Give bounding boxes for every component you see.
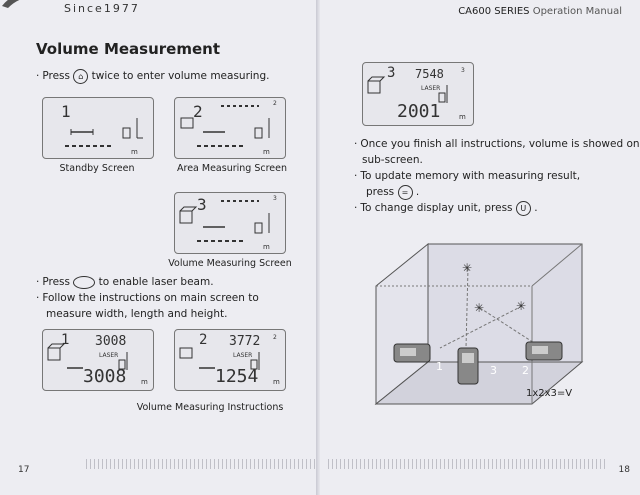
lcd-volume-super: 3	[273, 195, 277, 202]
device-3-icon	[458, 348, 478, 384]
lcd-instruction-2-laser: LASER	[233, 352, 253, 359]
laser-point-right-icon: ✳	[516, 299, 527, 313]
lcd-result-screen	[362, 62, 474, 126]
page-number-left: 17	[18, 465, 30, 475]
lcd-instruction-1-main: 3008	[95, 334, 127, 349]
bullet-change-unit: · To change display unit, press U .	[354, 202, 538, 214]
lcd-result-unit: m	[459, 113, 466, 121]
lcd-area-super: 2	[273, 100, 277, 107]
page-ruler-right	[328, 459, 606, 469]
step-follow-line1: · Follow the instructions on main screen to	[36, 292, 259, 304]
page-title: Volume Measurement	[36, 40, 220, 58]
lcd-standby-unit: m	[131, 148, 138, 156]
bullet-volume-shown-cont: sub-screen.	[362, 154, 423, 166]
diagram-label-1: 1	[436, 360, 443, 373]
lcd-result-main: 7548	[415, 67, 444, 81]
lcd-instruction-1-digit: 1	[61, 332, 70, 348]
lcd-standby-digit: 1	[61, 102, 71, 121]
measure-button-icon: ⌂	[73, 69, 88, 84]
lcd-volume-unit: m	[263, 243, 270, 251]
caption-instructions: Volume Measuring Instructions	[136, 402, 284, 413]
lcd-volume-screen	[174, 192, 286, 254]
left-page	[0, 0, 318, 495]
lcd-standby-screen	[42, 97, 154, 159]
lcd-result-super: 3	[461, 67, 465, 74]
diagram-label-2: 2	[522, 364, 529, 377]
step-follow-line2: measure width, length and height.	[46, 308, 228, 320]
laser-button-icon	[73, 276, 95, 289]
series-header: CA600 SERIES Operation Manual	[458, 6, 622, 17]
lcd-result-sub: 2001	[397, 101, 441, 122]
page-number-right: 18	[618, 465, 630, 475]
bullet-update-memory: · To update memory with measuring result,	[354, 170, 581, 182]
lcd-instruction-2-digit: 2	[199, 332, 208, 348]
lcd-instruction-2	[174, 329, 286, 391]
lcd-instruction-2-main: 3772	[229, 334, 261, 349]
lcd-instruction-2-sub: 1254	[215, 366, 259, 387]
caption-volume: Volume Measuring Screen	[168, 258, 292, 269]
laser-point-top-icon: ✳	[462, 261, 473, 275]
device-1-icon	[394, 344, 430, 362]
lcd-area-screen	[174, 97, 286, 159]
lcd-instruction-1	[42, 329, 154, 391]
diagram-label-3: 3	[490, 364, 497, 377]
lcd-instruction-2-super: 2	[273, 334, 277, 341]
lcd-instruction-2-unit: m	[273, 378, 280, 386]
volume-formula: 1x2x3=V	[526, 388, 573, 399]
caption-standby: Standby Screen	[59, 163, 135, 174]
caption-area: Area Measuring Screen	[177, 163, 287, 174]
step-press-twice: · Press ⌂ twice to enter volume measuring.	[36, 70, 270, 82]
room-measurement-diagram	[372, 236, 622, 416]
lcd-result-digit: 3	[387, 65, 396, 81]
brand-logo-icon	[0, 0, 40, 12]
right-page	[320, 0, 640, 495]
lcd-volume-digit: 3	[197, 195, 207, 214]
page-ruler-left	[86, 459, 318, 469]
laser-point-wall-icon: ✳	[474, 301, 485, 315]
bullet-volume-shown: · Once you finish all instructions, volume is showed on	[354, 138, 640, 150]
equal-button-icon: =	[398, 185, 413, 200]
lcd-area-unit: m	[263, 148, 270, 156]
bullet-update-memory-cont: press = .	[366, 186, 420, 198]
lcd-area-digit: 2	[193, 102, 203, 121]
brand-text: Since1977	[64, 2, 140, 15]
unit-button-icon: U	[516, 201, 531, 216]
lcd-result-laser: LASER	[421, 85, 441, 92]
lcd-instruction-1-laser: LASER	[99, 352, 119, 359]
lcd-instruction-1-unit: m	[141, 378, 148, 386]
device-2-icon	[526, 342, 562, 360]
lcd-instruction-1-sub: 3008	[83, 366, 127, 387]
step-enable-laser: · Press to enable laser beam.	[36, 276, 214, 288]
